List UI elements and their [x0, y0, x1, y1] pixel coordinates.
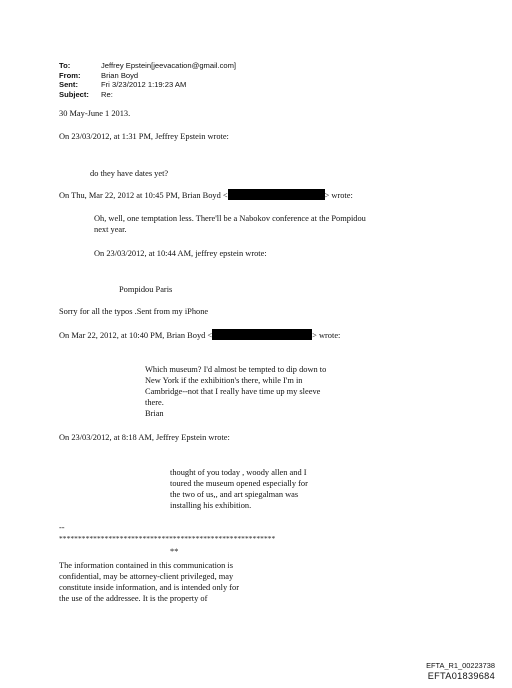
to-row: [59, 61, 236, 71]
message-5-line-2: toured the museum opened especially for: [170, 479, 308, 488]
message-5-line-3: the two of us,, and art spiegalman was: [170, 490, 299, 499]
iphone-signature: Sorry for all the typos .Sent from my iPhone: [59, 307, 209, 316]
from-label: From:: [59, 70, 81, 80]
to-label: To:: [59, 61, 71, 70]
message-5-line-1: thought of you today , woody allen and I: [170, 468, 307, 477]
subject-value: Re:: [101, 89, 113, 99]
confidentiality-line-1: The information contained in this communication is: [59, 561, 233, 570]
redaction-box: [228, 189, 325, 200]
quote-header-1: On 23/03/2012, at 1:31 PM, Jeffrey Epstein wrote:: [59, 132, 229, 141]
subject-label: Subject:: [59, 89, 89, 99]
redaction-box: [212, 329, 312, 340]
sent-label: Sent:: [59, 80, 78, 90]
signature-dash: --: [59, 523, 65, 532]
quote-header-2-tail: > wrote:: [324, 191, 353, 200]
sent-value: Fri 3/23/2012 1:19:23 AM: [101, 80, 187, 90]
message-4-line-4: there.: [145, 398, 164, 407]
to-value: Jeffrey Epstein[jeevacation@gmail.com]: [101, 61, 237, 70]
confidentiality-line-4: the use of the addressee. It is the property of: [59, 594, 208, 603]
email-header: [59, 61, 236, 99]
message-2-line-2: next year.: [94, 225, 127, 234]
confidentiality-line-2: confidential, may be attorney-client privileged, may: [59, 572, 234, 581]
star-separator-2: **: [170, 547, 179, 556]
from-value: Brian Boyd: [101, 70, 139, 80]
message-4-signature: Brian: [145, 409, 164, 418]
sent-row: [59, 80, 236, 90]
document-id-2: EFTA01839684: [427, 671, 495, 681]
quote-header-4: [59, 329, 340, 341]
quote-header-4-text: On Mar 22, 2012, at 10:40 PM, Brian Boyd <: [59, 331, 213, 340]
confidentiality-line-3: constitute inside information, and is intended only for: [59, 583, 240, 592]
from-row: [59, 71, 236, 81]
message-4-line-3: Cambridge--not that I really have time up my sleeve: [145, 387, 321, 396]
document-id-1: EFTA_R1_00223738: [426, 661, 495, 670]
quote-header-2: [59, 189, 353, 201]
message-2-line-1: Oh, well, one temptation less. There'll be a Nabokov conference at the Pompidou: [94, 214, 366, 223]
message-4-line-1: Which museum? I'd almost be tempted to dip down to: [145, 365, 327, 374]
quote-header-4-tail: > wrote:: [312, 331, 341, 340]
quote-header-3: On 23/03/2012, at 10:44 AM, jeffrey epstein wrote:: [94, 249, 267, 258]
message-4-line-2: New York if the exhibition's there, while I'm in: [145, 376, 303, 385]
message-1: do they have dates yet?: [90, 169, 169, 178]
quote-header-2-text: On Thu, Mar 22, 2012 at 10:45 PM, Brian Boyd <: [59, 191, 228, 200]
quote-header-5: On 23/03/2012, at 8:18 AM, Jeffrey Epstein wrote:: [59, 433, 230, 442]
body-line-date: 30 May-June 1 2013.: [59, 109, 131, 118]
star-separator: *********************************************************: [59, 534, 276, 543]
subject-row: [59, 90, 236, 100]
message-3: Pompidou Paris: [119, 285, 173, 294]
message-5-line-4: installing his exhibition.: [170, 501, 252, 510]
